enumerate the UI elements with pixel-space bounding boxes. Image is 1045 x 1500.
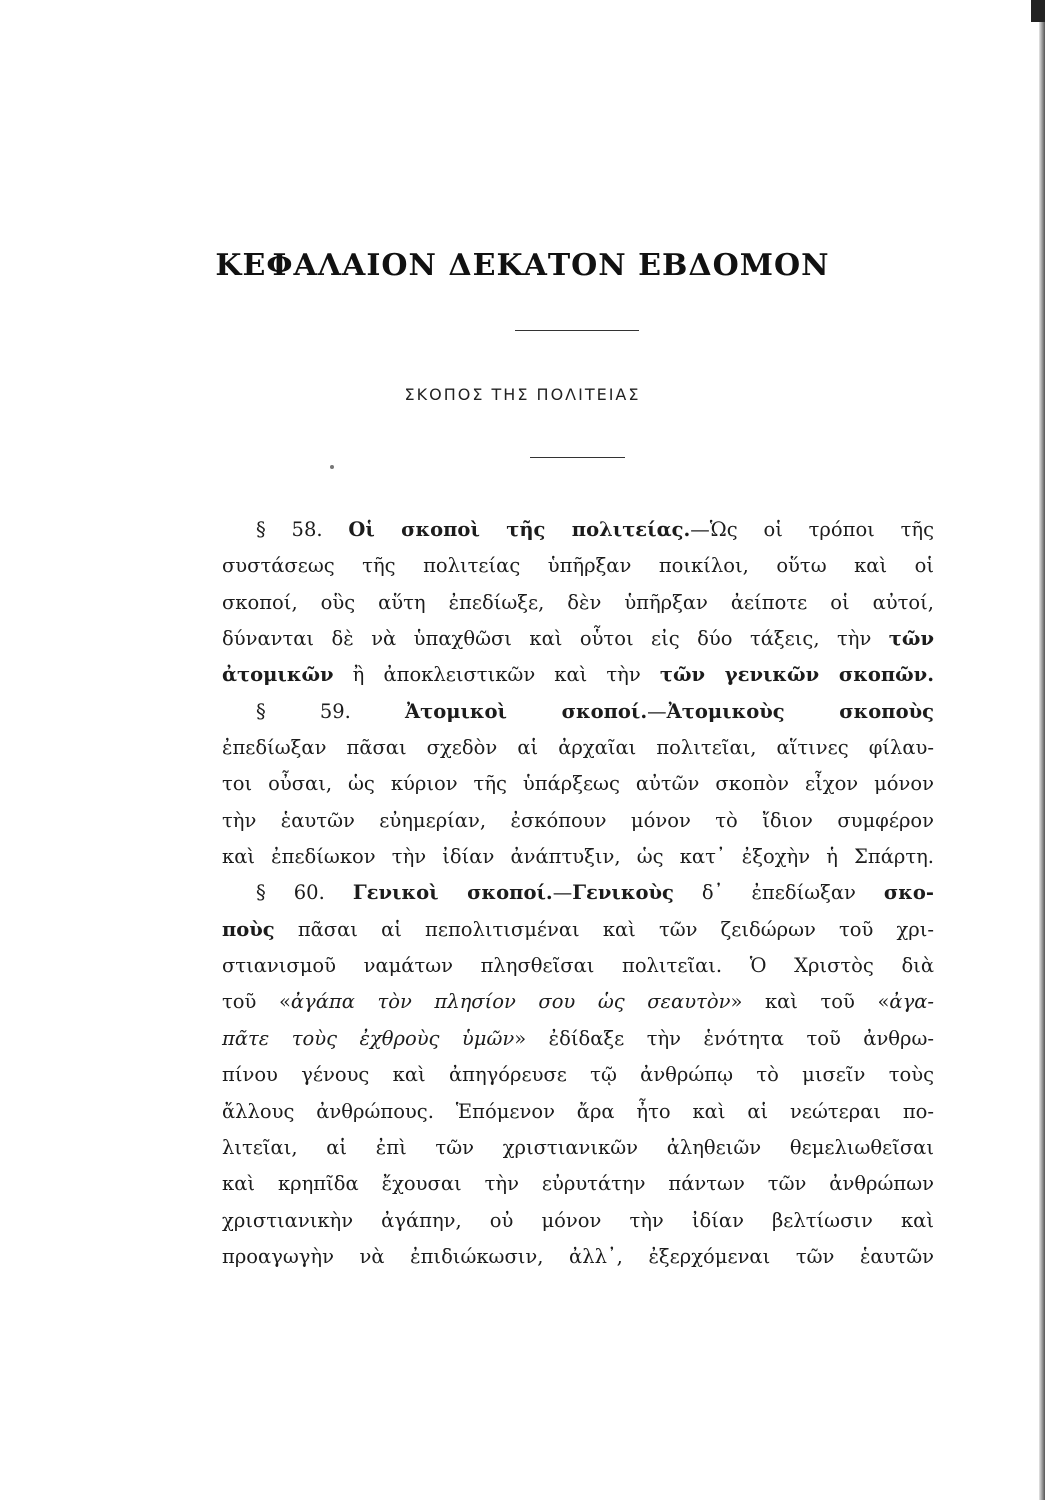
section-59-number: § 59. <box>256 699 351 723</box>
text-line: καὶ κρηπῖδα ἔχουσαι τὴν εὐρυτάτην πάντων τῶν ἀνθρώπων <box>222 1172 934 1196</box>
text-line: ποὺς πᾶσαι αἱ πεπολιτισμέναι καὶ τῶν ζειδώρων τοῦ χρι- <box>222 917 934 941</box>
text-line: χριστιανικὴν ἀγάπην, οὐ μόνον τὴν ἰδίαν βελτίωσιν καὶ <box>222 1208 934 1232</box>
section-60-line: § 60. Γενικοὶ σκοποί.—Γενικοὺς δ᾽ ἐπεδίωξαν σκο- <box>256 881 934 905</box>
body-text <box>222 512 934 1275</box>
chapter-title: ΚΕΦΑΛΑΙΟΝ ΔΕΚΑΤΟΝ ΕΒΔΟΜΟΝ <box>215 248 830 283</box>
chapter-subtitle: ΣΚΟΠΟΣ ΤΗΣ ΠΟΛΙΤΕΙΑΣ <box>404 385 641 404</box>
page-edge-shadow <box>1039 0 1045 1500</box>
text-line: τοῦ «ἀγάπα τὸν πλησίον σου ὡς σεαυτὸν» καὶ τοῦ «ἀγα- <box>222 990 934 1014</box>
text-line: συστάσεως τῆς πολιτείας ὑπῆρξαν ποικίλοι, οὕτω καὶ οἱ <box>222 554 934 578</box>
page-corner-mark <box>1031 0 1045 22</box>
text-line: τὴν ἑαυτῶν εὐημερίαν, ἐσκόπουν μόνον τὸ ἴδιον συμφέρον <box>222 808 934 832</box>
section-58-heading: Οἱ σκοποὶ τῆς πολιτείας. <box>348 518 691 541</box>
title-divider <box>515 330 639 331</box>
text-line: καὶ ἐπεδίωκον τὴν ἰδίαν ἀνάπτυξιν, ὡς κατ᾽ ἐξοχὴν ἡ Σπάρτη. <box>222 845 934 869</box>
text-line: προαγωγὴν νὰ ἐπιδιώκωσιν, ἀλλ᾽, ἐξερχόμεναι τῶν ἑαυτῶν <box>222 1244 934 1268</box>
section-59-line: § 59. Ἀτομικοὶ σκοποί.—Ἀτομικοὺς σκοποὺς <box>256 699 934 723</box>
text-line: σκοποί, οὓς αὕτη ἐπεδίωξε, δὲν ὑπῆρξαν ἀείποτε οἱ αὐτοί, <box>222 590 934 614</box>
ink-speck <box>330 465 334 469</box>
text-line: τοι οὖσαι, ὡς κύριον τῆς ὑπάρξεως αὐτῶν σκοπὸν εἶχον μόνον <box>222 772 934 796</box>
text-line: ἀτομικῶν ἢ ἀποκλειστικῶν καὶ τὴν τῶν γενικῶν σκοπῶν. <box>222 663 935 687</box>
section-60-number: § 60. <box>256 881 325 905</box>
text-line: ἐπεδίωξαν πᾶσαι σχεδὸν αἱ ἀρχαῖαι πολιτεῖαι, αἵτινες φίλαυ- <box>222 736 934 760</box>
text-line: στιανισμοῦ ναμάτων πλησθεῖσαι πολιτεῖαι. Ὁ Χριστὸς διὰ <box>222 954 934 978</box>
text-line: ἄλλους ἀνθρώπους. Ἑπόμενον ἄρα ἦτο καὶ αἱ νεώτεραι πο- <box>222 1099 934 1123</box>
section-58-line: § 58. Οἱ σκοποὶ τῆς πολιτείας.—Ὡς οἱ τρόποι τῆς <box>256 518 935 541</box>
section-60-heading: Γενικοὶ σκοποί. <box>352 881 553 905</box>
section-58-number: § 58. <box>256 518 323 541</box>
subtitle-divider <box>530 457 625 458</box>
text-line: πᾶτε τοὺς ἐχθροὺς ὑμῶν» ἐδίδαξε τὴν ἑνότητα τοῦ ἀνθρω- <box>222 1026 935 1050</box>
text-line: πίνου γένους καὶ ἀπηγόρευσε τῷ ἀνθρώπῳ τὸ μισεῖν τοὺς <box>222 1063 934 1087</box>
text-line: δύνανται δὲ νὰ ὑπαχθῶσι καὶ οὗτοι εἰς δύο τάξεις, τὴν τῶν <box>222 627 935 651</box>
section-59-heading: Ἀτομικοὶ σκοποί. <box>404 699 648 723</box>
text-line: λιτεῖαι, αἱ ἐπὶ τῶν χριστιανικῶν ἀληθειῶν θεμελιωθεῖσαι <box>222 1135 934 1159</box>
